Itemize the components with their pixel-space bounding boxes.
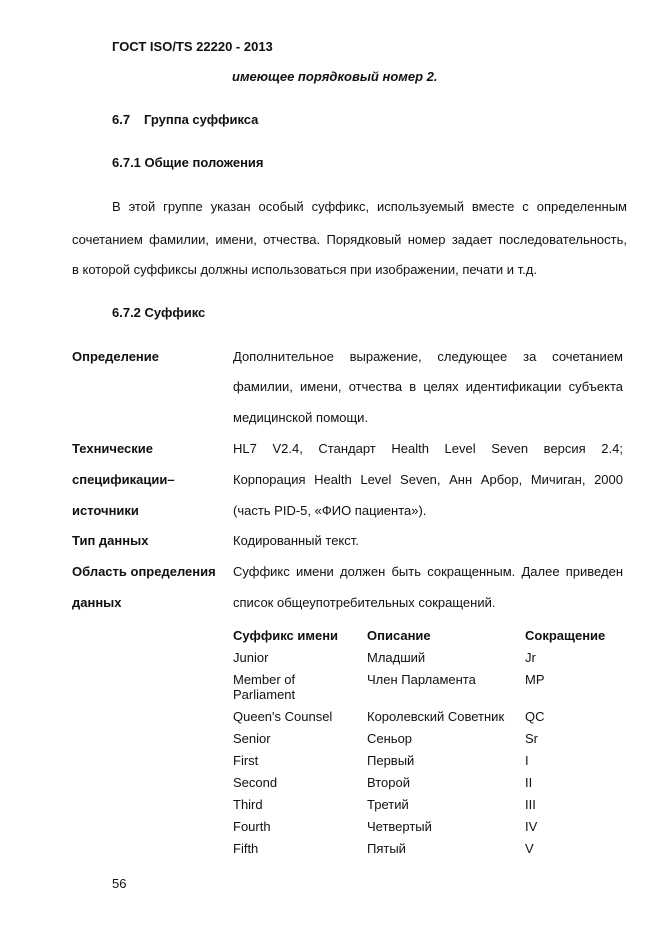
tech-spec-label-line-1: Технические [72,441,153,456]
data-domain-value-line-1: Суффикс имени должен быть сокращенным. Далее приведен [233,564,623,579]
data-domain-value-line-2: список общеупотребительных сокращений. [233,595,496,610]
section-6-7-1-para-line-1: В этой группе указан особый суффикс, используемый вместе с определенным [112,199,627,214]
table-row-suffix: Junior [233,650,269,665]
table-row-abbr: III [525,797,536,812]
section-6-7-1-para-line-3: в которой суффиксы должны использоваться при изображении, печати и т.д. [72,262,537,277]
table-row-description: Член Парламента [367,672,476,687]
table-row-suffix: First [233,753,259,768]
table-row-suffix: Queen's Counsel [233,709,333,724]
section-6-7-title: Группа суффикса [144,112,259,127]
data-domain-label-line-1: Область определения [72,564,216,579]
table-row-description: Пятый [367,841,406,856]
definition-label: Определение [72,349,160,364]
page-number: 56 [112,876,127,891]
table-row-suffix: Third [233,797,263,812]
table-header-abbr: Сокращение [525,628,606,643]
table-row-description: Третий [367,797,409,812]
table-row-description: Королевский Советник [367,709,505,724]
table-row-description: Четвертый [367,819,432,834]
table-row-suffix: Fourth [233,819,271,834]
data-type-value: Кодированный текст. [233,533,359,548]
section-6-7-2-title: 6.7.2 Суффикс [112,305,206,320]
carryover-text: имеющее порядковый номер 2. [232,69,438,84]
table-row-abbr: Sr [525,731,538,746]
table-row-suffix: Fifth [233,841,259,856]
document-code: ГОСТ ISO/TS 22220 - 2013 [112,39,273,54]
table-row-abbr: Jr [525,650,536,665]
section-6-7-number: 6.7 [112,112,131,127]
table-row-abbr: V [525,841,534,856]
table-row-abbr: I [525,753,529,768]
table-row-abbr: MP [525,672,545,687]
data-domain-label-line-2: данных [72,595,122,610]
definition-value-line-1: Дополнительное выражение, следующее за сочетанием [233,349,623,364]
tech-spec-value-line-2: Корпорация Health Level Seven, Анн Арбор, Мичиган, 2000 [233,472,623,487]
definition-value-line-2: фамилии, имени, отчества в целях идентификации субъекта [233,379,623,394]
table-row-description: Сеньор [367,731,413,746]
table-row-suffix: Senior [233,731,271,746]
table-row-abbr: QC [525,709,545,724]
table-row-description: Первый [367,753,415,768]
data-type-label: Тип данных [72,533,149,548]
table-row-description: Младший [367,650,426,665]
table-header-description: Описание [367,628,431,643]
tech-spec-label-line-3: источники [72,503,139,518]
definition-value-line-3: медицинской помощи. [233,410,369,425]
tech-spec-value-line-1: HL7 V2.4, Стандарт Health Level Seven версия 2.4; [233,441,623,456]
section-6-7-1-para-line-2: сочетанием фамилии, имени, отчества. Порядковый номер задает последовательность, [72,232,627,247]
table-header-suffix: Суффикс имени [233,628,339,643]
table-row-abbr: IV [525,819,538,834]
table-row-suffix: Member of Parliament [233,672,296,702]
table-row-description: Второй [367,775,410,790]
table-row-abbr: II [525,775,533,790]
tech-spec-label-line-2: спецификации– [72,472,175,487]
tech-spec-value-line-3: (часть PID-5, «ФИО пациента»). [233,503,427,518]
section-6-7-1-title: 6.7.1 Общие положения [112,155,264,170]
table-row-suffix: Second [233,775,278,790]
